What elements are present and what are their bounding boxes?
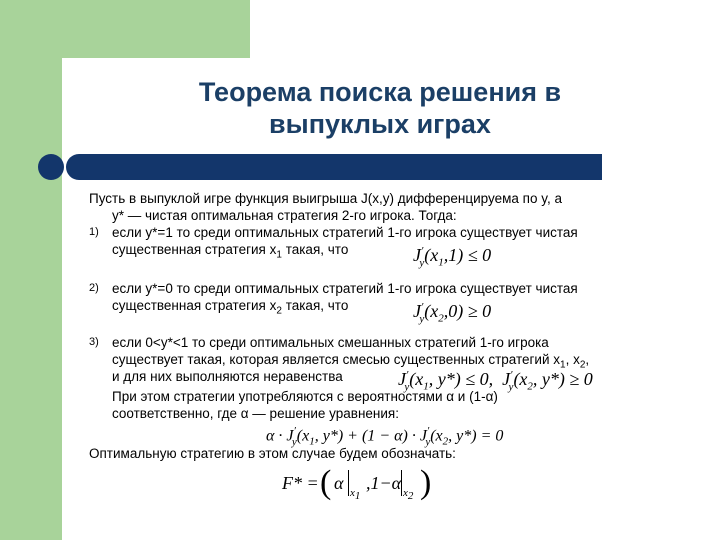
slide-title: [130, 76, 630, 140]
final-formula-sub-1: $x_1$: [350, 487, 361, 503]
item-3-line-2: существует такая, которая является смесью существенных стратегий $x_1$, $x_2$,: [112, 352, 590, 371]
title-bar-dot: [38, 154, 64, 180]
final-formula-alpha: α: [334, 473, 344, 493]
final-formula-middle: ,1−α: [366, 473, 402, 493]
item-1-line-2: существенная стратегия $x_1$ такая, что: [112, 242, 349, 261]
intro-line-2: y* — чистая оптимальная стратегия 2-го игрока. Тогда:: [112, 208, 457, 223]
item-1-formula: $J'_y(x_1,1) \le 0$: [413, 245, 492, 269]
title-line-2: выпуклых играх: [269, 109, 491, 139]
final-formula-sub-2: $x_2$: [403, 487, 414, 503]
intro-line-1: Пусть в выпуклой игре функция выигрыша J(x,y) дифференцируема по y, а: [89, 191, 562, 206]
title-line-1: Теорема поиска решения в: [198, 77, 562, 107]
item-3-line-5: соответственно, где α — решение уравнения:: [112, 406, 399, 421]
item-3-inequalities: $J'_y(x_1$, y*) ≤ 0, $J'_y(x_2$, y*) ≥ 0: [398, 369, 593, 393]
item-2-line-2: существенная стратегия $x_2$ такая, что: [112, 298, 349, 317]
item-3-line-1: если 0<y*<1 то среди оптимальных смешанных стратегий 1-го игрока: [112, 335, 549, 350]
title-underline-bar: [66, 154, 602, 180]
final-formula-close-paren: ): [420, 464, 432, 501]
item-1-number: 1): [89, 226, 99, 238]
final-formula-bar-1: [348, 470, 349, 496]
item-2-formula: $J'_y(x_2,0) \ge 0$: [413, 301, 492, 325]
final-formula-open-paren: (: [320, 464, 332, 501]
item-3-line-3: и для них выполняются неравенства: [112, 369, 343, 384]
green-side-bar: [0, 0, 62, 540]
final-formula-lhs: F* =: [282, 473, 319, 493]
item-2-line-1: если y*=0 то среди оптимальных стратегий 1-го игрока существует чистая: [112, 281, 578, 296]
item-3-number: 3): [89, 336, 99, 348]
final-formula-bar-2: [401, 470, 402, 496]
item-3-equation: $\alpha \cdot J'_y(x_1$, $y*) + (1 - \alpha) \cdot J'_y(x_2$, y*) = 0: [266, 425, 504, 448]
item-1-line-1: если y*=1 то среди оптимальных стратегий 1-го игрока существует чистая: [112, 225, 578, 240]
outro-text: Оптимальную стратегию в этом случае будем обозначать:: [89, 446, 456, 461]
item-2-number: 2): [89, 282, 99, 294]
item-3-line-4: При этом стратегии употребляются с вероятностями α и (1-α): [112, 389, 498, 404]
